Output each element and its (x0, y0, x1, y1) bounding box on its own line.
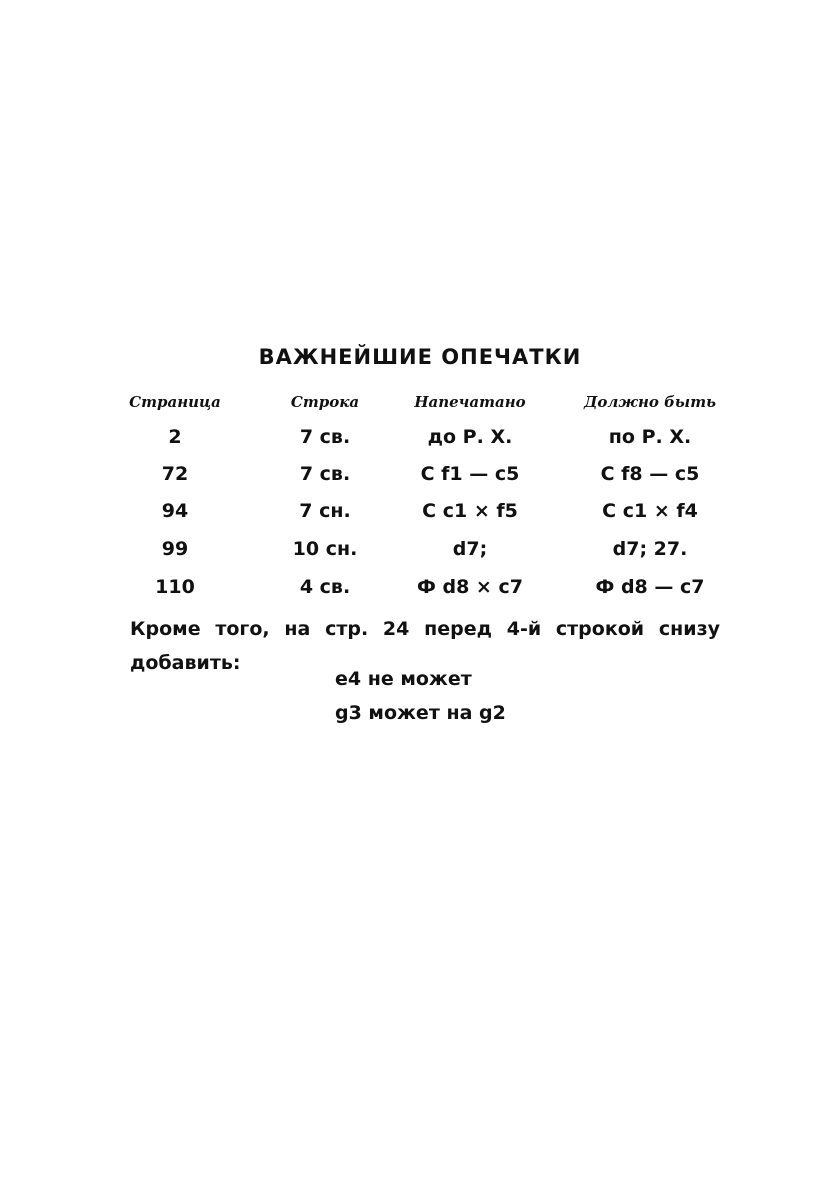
cell-page: 99 (161, 538, 189, 560)
column-header-line: Строка (290, 393, 360, 411)
note-text: Кроме того, на стр. 24 перед 4-й строкой снизу (130, 618, 720, 640)
table-row (0, 500, 840, 530)
cell-page: 94 (161, 500, 189, 522)
cell-line: 4 св. (299, 576, 351, 598)
cell-line: 7 св. (299, 426, 351, 448)
column-header-should-be: Должно быть (584, 393, 716, 411)
table-row (0, 426, 840, 456)
cell-page: 110 (155, 576, 195, 598)
cell-should-be: С f8 — c5 (600, 463, 700, 485)
cell-printed: до Р. Х. (427, 426, 513, 448)
note-text-continued: добавить: (130, 652, 241, 674)
table-row (0, 538, 840, 568)
cell-line: 7 св. (299, 463, 351, 485)
cell-printed: С f1 — c5 (420, 463, 520, 485)
cell-should-be: С c1 ⨯ f4 (602, 500, 698, 522)
column-header-printed: Напечатано (414, 393, 526, 411)
table-row (0, 576, 840, 606)
cell-page: 72 (161, 463, 189, 485)
cell-should-be: Ф d8 — c7 (595, 576, 705, 598)
cell-printed: Ф d8 ⨯ c7 (417, 576, 523, 598)
cell-should-be: d7; 27. (612, 538, 688, 560)
cell-line: 10 сн. (292, 538, 358, 560)
cell-page: 2 (168, 426, 182, 448)
cell-line: 7 сн. (299, 500, 351, 522)
addition-line: e4 не может (335, 668, 472, 690)
column-header-page: Страница (129, 393, 221, 411)
cell-printed: d7; (452, 538, 488, 560)
cell-should-be: по Р. Х. (608, 426, 692, 448)
page-title: ВАЖНЕЙШИЕ ОПЕЧАТКИ (258, 345, 582, 369)
cell-printed: С c1 ⨯ f5 (422, 500, 518, 522)
addition-line: g3 может на g2 (335, 702, 506, 724)
table-row (0, 463, 840, 493)
